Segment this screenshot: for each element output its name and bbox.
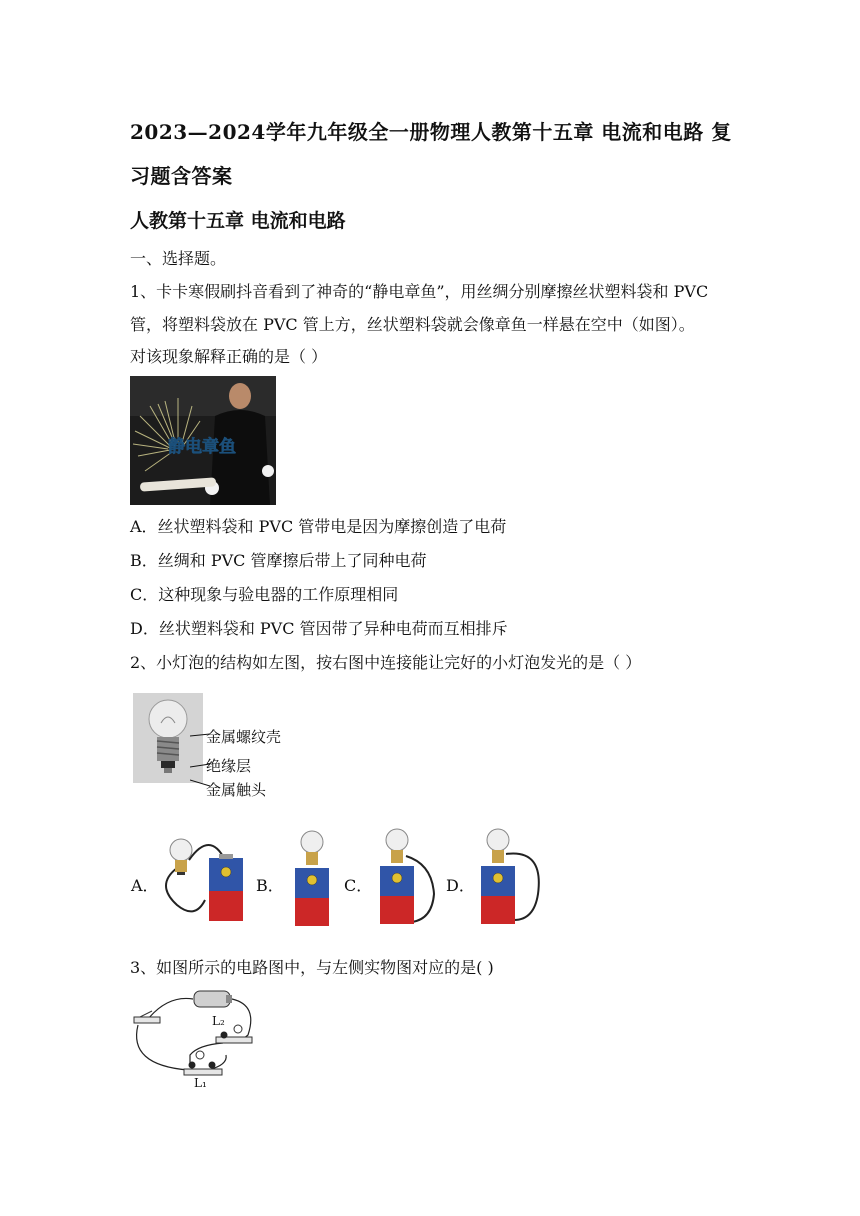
static-octopus-photo xyxy=(130,376,276,505)
q1-stem-line3: 对该现象解释正确的是（ ） xyxy=(130,347,328,366)
q1-stem-line2: 管，将塑料袋放在 PVC 管上方，丝状塑料袋就会像章鱼一样悬在空中（如图）。 xyxy=(130,315,695,334)
label-l2: L₂ xyxy=(212,1014,225,1028)
label-l1: L₁ xyxy=(194,1076,207,1090)
q2-option-a-label: A． xyxy=(131,876,159,895)
bulb-label-thread: 金属螺纹壳 xyxy=(206,728,282,746)
q2-option-d-figure xyxy=(474,824,554,928)
q2-option-a-figure xyxy=(155,830,255,925)
q2-stem: 2、小灯泡的结构如左图，按右图中连接能让完好的小灯泡发光的是（ ） xyxy=(130,653,642,672)
q2-option-c-figure xyxy=(372,824,452,928)
q1-stem-line1: 1、卡卡寒假刷抖音看到了神奇的“静电章鱼”，用丝绸分别摩擦丝状塑料袋和 PVC xyxy=(130,282,709,301)
chapter-heading: 人教第十五章 电流和电路 xyxy=(130,210,346,232)
q1-option-c: C．这种现象与验电器的工作原理相同 xyxy=(130,585,399,604)
q2-option-c-label: C． xyxy=(344,876,373,895)
doc-title-line1: 2023—2024学年九年级全一册物理人教第十五章 电流和电路 复 xyxy=(130,120,732,144)
q2-option-d-label: D． xyxy=(446,876,475,895)
q3-stem: 3、如图所示的电路图中，与左侧实物图对应的是( ) xyxy=(130,958,494,977)
q1-option-b: B．丝绸和 PVC 管摩擦后带上了同种电荷 xyxy=(130,551,427,570)
doc-title-line2: 习题含答案 xyxy=(130,164,233,188)
q1-option-a: A．丝状塑料袋和 PVC 管带电是因为摩擦创造了电荷 xyxy=(130,517,507,536)
section-heading: 一、选择题。 xyxy=(130,249,227,268)
q3-circuit-figure xyxy=(128,985,268,1090)
bulb-label-insulation: 绝缘层 xyxy=(206,757,252,775)
bulb-label-contact: 金属触头 xyxy=(206,781,267,799)
q1-option-d: D．丝状塑料袋和 PVC 管因带了异种电荷而互相排斥 xyxy=(130,619,508,638)
q2-option-b-figure xyxy=(285,828,345,928)
photo-caption: 静电章鱼 xyxy=(168,437,236,457)
q2-option-b-label: B． xyxy=(256,876,284,895)
